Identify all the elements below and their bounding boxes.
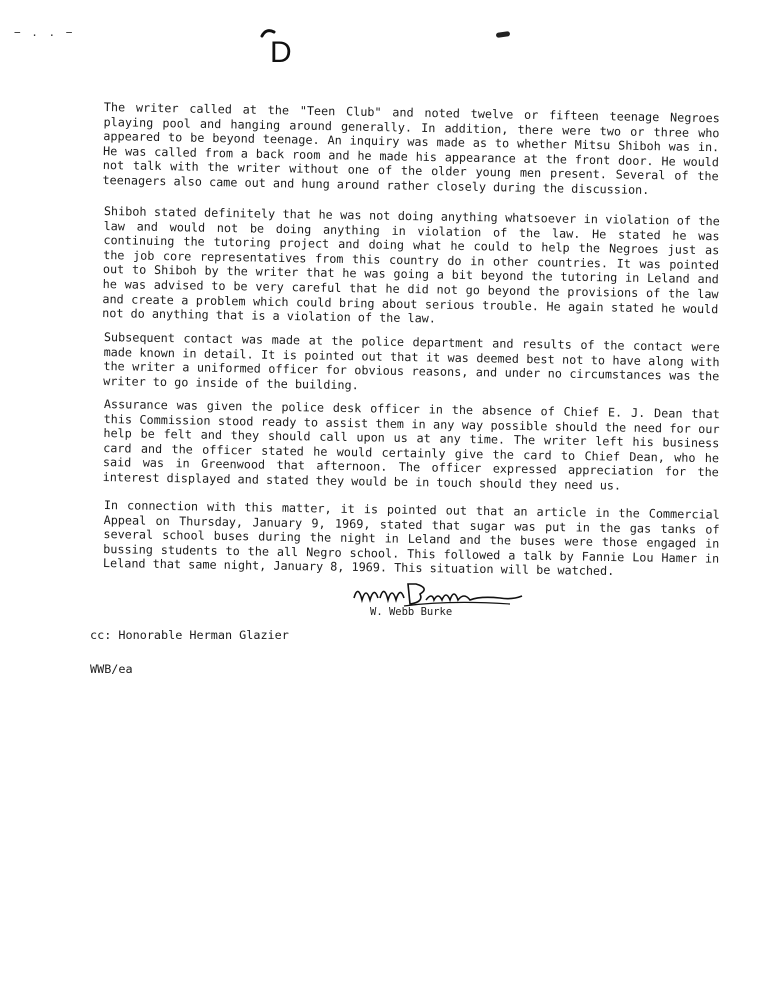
body-paragraph-5: In connection with this matter, it is pointed out that an article in the Commercial Appeal on Thursday, January 9, 1969, stated that sugar was put in the gas tanks of several school buses during the night in Leland and the buses were those engaged in bussing students to the all Negro school. This followed a talk by Fannie Lou Hamer in Leland that same night, January 8, 1969. This situation will be watched. bbox=[102, 497, 720, 579]
body-paragraph-1: The writer called at the "Teen Club" and noted twelve or fifteen teenage Negroes playing pool and hanging around generally. In addition, there were two or three who appeared to be beyond teenage. An inquiry was made as to whether Mitsu Shiboh was in. He was called from a back room and he made his appearance at the front door. He would not talk with the writer without one of the older young men present. Several of the teenagers also came out and hung around rather closely during the discussion. bbox=[102, 99, 720, 197]
cc-line: cc: Honorable Herman Glazier bbox=[90, 628, 289, 642]
scan-marks-top-left: − . . − bbox=[14, 26, 75, 39]
typed-signature-name: W. Webb Burke bbox=[370, 606, 453, 618]
body-paragraph-2: Shiboh stated definitely that he was not doing anything whatsoever in violation of the law and would not be doing anything in violation of the law. He stated he was continuing the tutoring project and doing what he could to help the Negroes just as the job core representatives from this country do in other countries. It was pointed out to Shiboh by the writer that he was going a bit beyond the tutoring in Leland and he was advised to be very careful that he did not go beyond the provisions of the law and create a problem which could bring about serious trouble. He again stated he would not do anything that is a violation of the law. bbox=[102, 203, 720, 326]
typist-initials: WWB/ea bbox=[90, 662, 133, 676]
handwritten-d-mark bbox=[256, 26, 300, 68]
ink-dash-top-right bbox=[496, 31, 511, 38]
svg-text:D: D bbox=[270, 36, 292, 68]
body-paragraph-3: Subsequent contact was made at the police department and results of the contact were made known in detail. It is pointed out that it was deemed best not to have along with the writer a uniformed officer for obvious reasons, and under no circumstances was the writer to go inside of the building. bbox=[103, 329, 720, 392]
body-paragraph-4: Assurance was given the police desk officer in the absence of Chief E. J. Dean that this Commission stood ready to assist them in any way possible should the need for our help be felt and they should call upon us at any time. The writer left his business card and the officer stated he would certainly give the card to Chief Dean, who he said was in Greenwood that afternoon. The officer expressed appreciation for the interest displayed and stated they would be in touch should they need us. bbox=[102, 396, 720, 493]
